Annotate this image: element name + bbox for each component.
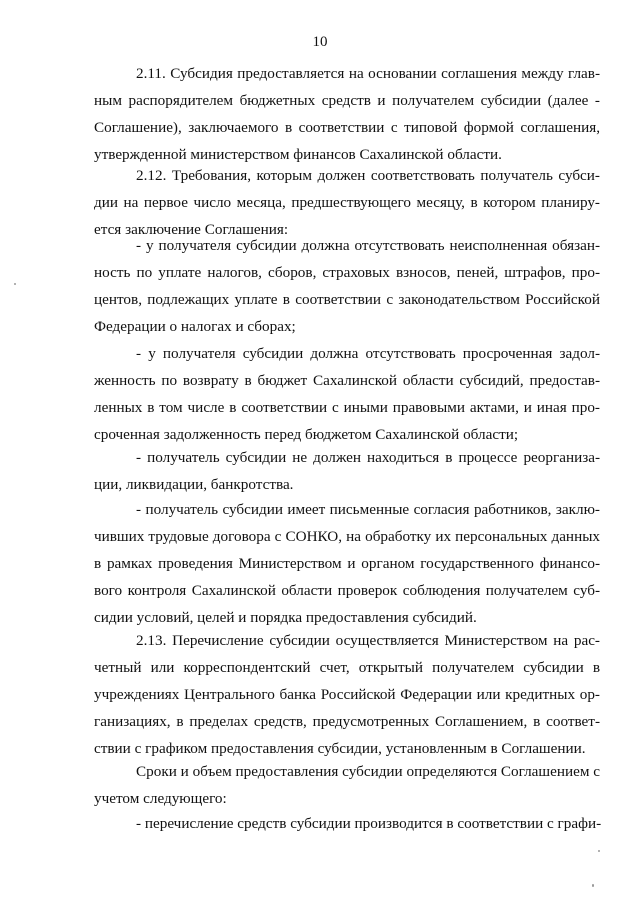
paragraph-line: - у получателя субсидии должна отсутствовать просроченная задол- bbox=[136, 345, 600, 362]
paragraph-line: ции, ликвидации, банкротства. bbox=[94, 476, 294, 493]
scan-speck bbox=[592, 884, 594, 887]
paragraph-line: сроченная задолженность перед бюджетом Сахалинской области; bbox=[94, 426, 519, 443]
paragraph-line: - у получателя субсидии должна отсутствовать неисполненная обязан- bbox=[136, 237, 600, 254]
paragraph-line: дии на первое число месяца, предшествующего месяцу, в котором планиру- bbox=[94, 194, 600, 211]
paragraph-line: ным распорядителем бюджетных средств и получателем субсидии (далее - bbox=[94, 92, 600, 109]
scan-speck bbox=[598, 850, 600, 852]
paragraph-line: вого контроля Сахалинской области проверок соблюдения получателем суб- bbox=[94, 582, 600, 599]
paragraph-line: чивших трудовые договора с СОНКО, на обработку их персональных данных bbox=[94, 528, 600, 545]
requirement-item-no-overdue-debt bbox=[94, 340, 600, 448]
paragraph-line: ность по уплате налогов, сборов, страховых взносов, пеней, штрафов, про- bbox=[94, 264, 600, 281]
paragraph-line: ствии с графиком предоставления субсидии, установленным в Соглашении. bbox=[94, 740, 586, 757]
requirement-item-no-reorganization bbox=[94, 444, 600, 498]
paragraph-line: Соглашение), заключаемого в соответствии с типовой формой соглашения, bbox=[94, 119, 600, 136]
paragraph-line: 2.13. Перечисление субсидии осуществляется Министерством на рас- bbox=[136, 632, 600, 649]
paragraph-line: центов, подлежащих уплате в соответствии с законодательством Российской bbox=[94, 291, 600, 308]
paragraph-line: учетом следующего: bbox=[94, 790, 227, 807]
paragraph-line: - получатель субсидии имеет письменные согласия работников, заклю- bbox=[136, 501, 600, 518]
paragraph-line: - перечисление средств субсидии производится в соответствии с графи- bbox=[136, 815, 602, 832]
paragraph-line: ленных в том числе в соответствии с иными правовыми актами, и иная про- bbox=[94, 399, 600, 416]
paragraph-line: Сроки и объем предоставления субсидии определяются Соглашением с bbox=[136, 763, 600, 780]
paragraph-2-11 bbox=[94, 60, 600, 168]
paragraph-line: Федерации о налогах и сборах; bbox=[94, 318, 296, 335]
paragraph-line: ганизациях, в пределах средств, предусмотренных Соглашением, в соответ- bbox=[94, 713, 600, 730]
paragraph-line: сидии условий, целей и порядка предоставления субсидий. bbox=[94, 609, 477, 626]
paragraph-line: утвержденной министерством финансов Сахалинской области. bbox=[94, 146, 502, 163]
paragraph-line: четный или корреспондентский счет, открытый получателем субсидии в bbox=[94, 659, 600, 676]
paragraph-2-13 bbox=[94, 627, 600, 762]
scan-speck bbox=[14, 283, 16, 285]
paragraph-line: женность по возврату в бюджет Сахалинской области субсидий, предостав- bbox=[94, 372, 600, 389]
paragraph-line: ется заключение Соглашения: bbox=[94, 221, 289, 238]
page-number: 10 bbox=[312, 34, 328, 50]
paragraph-terms-and-volume bbox=[94, 758, 600, 812]
paragraph-line: 2.11. Субсидия предоставляется на основании соглашения между глав- bbox=[136, 65, 600, 82]
paragraph-2-12 bbox=[94, 162, 600, 243]
paragraph-line: учреждениях Центрального банка Российской Федерации или кредитных ор- bbox=[94, 686, 600, 703]
paragraph-transfer-schedule bbox=[94, 810, 600, 837]
paragraph-line: 2.12. Требования, которым должен соответствовать получатель субси- bbox=[136, 167, 600, 184]
requirement-item-no-tax-debt bbox=[94, 232, 600, 340]
paragraph-line: в рамках проведения Министерством и органом государственного финансо- bbox=[94, 555, 600, 572]
requirement-item-employee-consents bbox=[94, 496, 600, 631]
paragraph-line: - получатель субсидии не должен находиться в процессе реорганиза- bbox=[136, 449, 600, 466]
